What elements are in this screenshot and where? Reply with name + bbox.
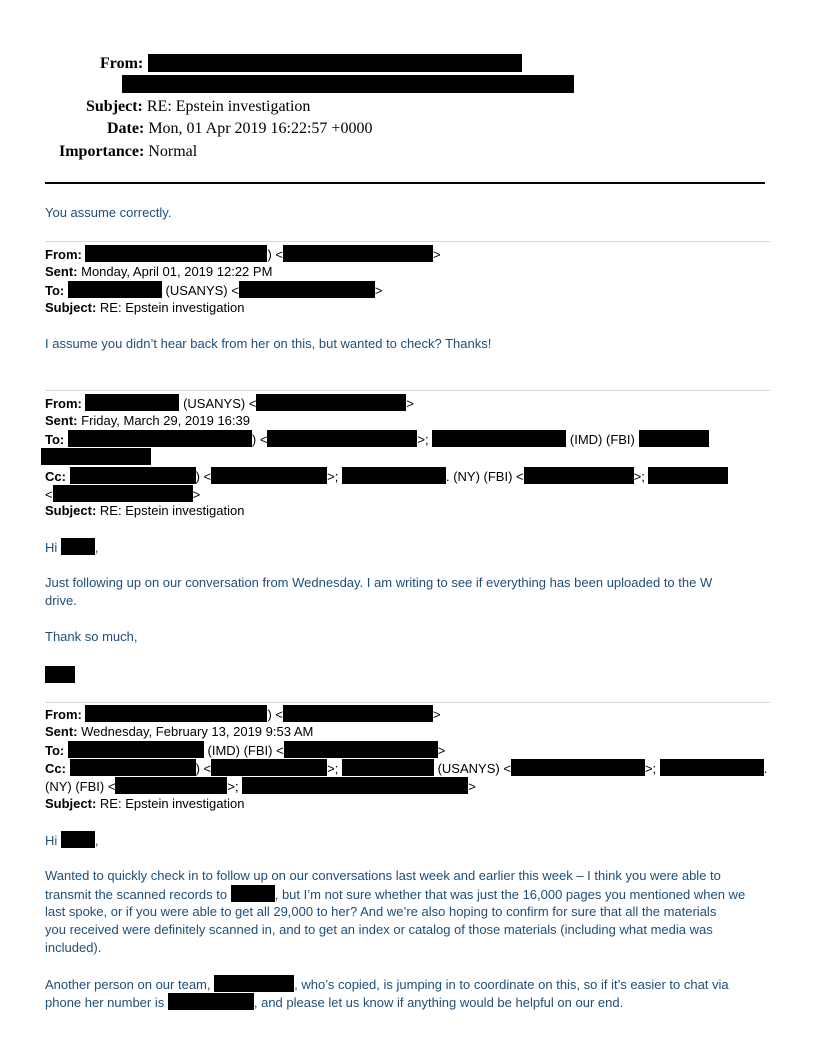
msg3-subject-row (45, 795, 775, 813)
redaction (85, 394, 179, 411)
redaction (648, 467, 728, 484)
msg1-body: I assume you didn’t hear back from her on this, but wanted to check? Thanks! (45, 336, 492, 351)
redaction (45, 666, 75, 683)
to-label: To: (45, 432, 65, 447)
separator: > (192, 487, 201, 502)
separator: , (94, 540, 99, 555)
msg1-subject-row (45, 299, 775, 317)
body-text: phone her number is (45, 995, 165, 1010)
msg3-sent-row (45, 723, 775, 741)
header-date-row (107, 120, 372, 138)
redaction (68, 281, 162, 298)
reply-text: You assume correctly. (45, 205, 172, 220)
separator: >; (417, 432, 429, 447)
redaction (211, 759, 327, 776)
body-text: transmit the scanned records to (45, 887, 228, 902)
msg3-body-line: included). (45, 940, 102, 955)
redaction (68, 741, 204, 758)
separator: < (45, 487, 53, 502)
msg3-from-row (45, 705, 775, 724)
sent-value: Friday, March 29, 2019 16:39 (81, 413, 250, 428)
msg2-closing: Thank so much, (45, 629, 138, 644)
from-label: From: (45, 247, 82, 262)
redaction (342, 467, 446, 484)
separator: ) < (267, 247, 284, 262)
redaction (61, 831, 95, 848)
redaction (524, 467, 634, 484)
msg2-from-row (45, 394, 775, 413)
sent-label: Sent: (45, 413, 78, 428)
msg1-to-row (45, 281, 775, 300)
redaction (148, 54, 522, 72)
message-divider (45, 241, 770, 242)
redaction (53, 485, 193, 502)
message-divider (45, 702, 770, 703)
body-text: Another person on our team, (45, 977, 211, 992)
separator: ) < (195, 469, 212, 484)
subject-value: RE: Epstein investigation (99, 796, 245, 811)
redaction (660, 759, 764, 776)
msg2-body-line-1: Just following up on our conversation from Wednesday. I am writing to see if everything has been uploaded to the W (45, 575, 713, 590)
redaction (68, 430, 252, 447)
separator: >; (644, 761, 657, 776)
body-text: , and please let us know if anything would be helpful on our end. (253, 995, 624, 1010)
subject-value: RE: Epstein investigation (99, 503, 245, 518)
separator: >; (327, 761, 339, 776)
msg3-to-row (45, 741, 775, 760)
separator: ) < (251, 432, 268, 447)
sent-label: Sent: (45, 264, 78, 279)
header-importance-label: Importance: (59, 143, 145, 160)
header-from-label: From: (100, 55, 144, 72)
msg3-body-line (45, 975, 775, 994)
cc-label: Cc: (45, 761, 66, 776)
header-subject-label: Subject: (86, 98, 143, 115)
redaction (511, 759, 645, 776)
redaction (284, 741, 438, 758)
redaction (115, 777, 227, 794)
separator: . (763, 761, 768, 776)
greeting-text: Hi (45, 540, 58, 555)
msg3-body-line: you received were definitely scanned in, and to get an index or catalog of those materials (including what media was (45, 922, 713, 937)
separator: >; (227, 779, 239, 794)
sent-label: Sent: (45, 724, 78, 739)
separator: > (374, 283, 383, 298)
msg2-subject-row (45, 502, 775, 520)
separator: , (94, 833, 99, 848)
to-value: (IMD) (FBI) (569, 432, 635, 447)
to-label: To: (45, 283, 65, 298)
header-importance: Normal (148, 143, 198, 160)
redaction (85, 245, 267, 262)
redaction (168, 993, 254, 1010)
body-text: , who’s copied, is jumping in to coordinate on this, so if it’s easier to chat via (294, 977, 729, 992)
separator: > (468, 779, 476, 794)
msg3-body-line: Wanted to quickly check in to follow up on our conversations last week and earlier this week – I think you were able to (45, 868, 721, 883)
redaction (122, 75, 574, 93)
to-value: (IMD) (FBI) < (207, 743, 284, 758)
sent-value: Monday, April 01, 2019 12:22 PM (81, 264, 273, 279)
separator: > (433, 247, 441, 262)
msg2-greeting (45, 538, 775, 557)
redaction (267, 430, 417, 447)
separator: >; (633, 469, 645, 484)
redaction (41, 448, 151, 465)
from-label: From: (45, 396, 82, 411)
separator: ) < (195, 761, 212, 776)
subject-label: Subject: (45, 796, 97, 811)
msg2-body-line-2: drive. (45, 593, 77, 608)
separator: > (406, 396, 415, 411)
header-subject: RE: Epstein investigation (146, 98, 311, 115)
separator: > (433, 707, 441, 722)
redaction (211, 467, 327, 484)
redaction (283, 245, 433, 262)
header-divider (45, 182, 765, 184)
subject-value: RE: Epstein investigation (99, 300, 245, 315)
redaction (432, 430, 566, 447)
cc-value: (USANYS) < (437, 761, 511, 776)
header-date-label: Date: (107, 120, 145, 137)
subject-label: Subject: (45, 300, 97, 315)
header-date: Mon, 01 Apr 2019 16:22:57 +0000 (148, 120, 373, 137)
msg3-cc-row-2 (45, 777, 775, 796)
subject-label: Subject: (45, 503, 97, 518)
header-from-row (100, 55, 143, 73)
msg1-from-row (45, 245, 775, 264)
to-value: (USANYS) < (165, 283, 239, 298)
redaction (231, 885, 275, 902)
redaction (283, 705, 433, 722)
sent-value: Wednesday, February 13, 2019 9:53 AM (81, 724, 314, 739)
msg3-body-line (45, 885, 775, 904)
separator: > (437, 743, 446, 758)
msg3-body-line: last spoke, or if you were able to get all 29,000 to her? And we’re also hoping to confirm for sure that all the materials (45, 904, 717, 919)
redaction (639, 430, 709, 447)
header-subject-row (86, 98, 310, 116)
to-label: To: (45, 743, 65, 758)
separator: ) < (267, 707, 284, 722)
msg3-cc-row (45, 759, 775, 778)
msg1-sent-row (45, 263, 775, 281)
header-importance-row (59, 143, 197, 161)
cc-label: Cc: (45, 469, 66, 484)
msg2-sent-row (45, 412, 775, 430)
message-divider (45, 390, 770, 391)
msg2-to-row (45, 430, 775, 449)
redaction (342, 759, 434, 776)
redaction (85, 705, 267, 722)
redaction (214, 975, 294, 992)
redaction (70, 467, 196, 484)
from-label: From: (45, 707, 82, 722)
cc-value: (NY) (FBI) < (45, 779, 116, 794)
body-text: , but I’m not sure whether that was just the 16,000 pages you mentioned when we (274, 887, 746, 902)
cc-value: . (NY) (FBI) < (445, 469, 524, 484)
redaction (70, 759, 196, 776)
separator: >; (327, 469, 339, 484)
redaction (256, 394, 406, 411)
greeting-text: Hi (45, 833, 58, 848)
redaction (242, 777, 468, 794)
from-value: (USANYS) < (183, 396, 257, 411)
msg3-body-line (45, 993, 775, 1012)
redaction (239, 281, 375, 298)
msg2-cc-row (45, 467, 775, 486)
msg3-greeting (45, 831, 775, 850)
redaction (61, 538, 95, 555)
